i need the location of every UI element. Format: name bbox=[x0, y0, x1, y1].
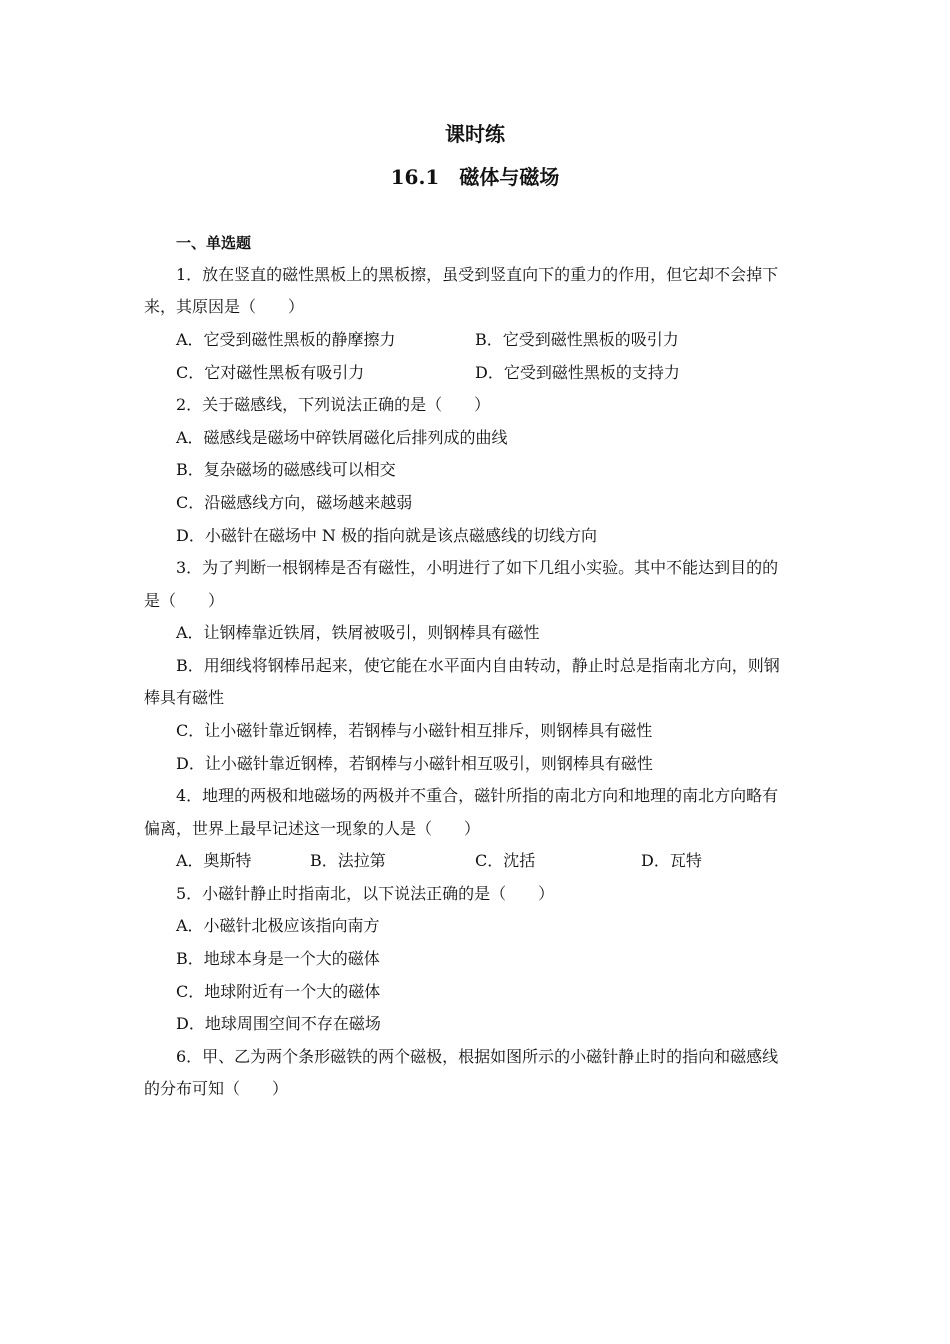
q4-option-a: A．奥斯特 bbox=[176, 851, 252, 870]
q1-stem-line1: 1．放在竖直的磁性黑板上的黑板擦，虽受到竖直向下的重力的作用，但它却不会掉下 bbox=[176, 265, 779, 284]
q5-option-c: C．地球附近有一个大的磁体 bbox=[176, 982, 381, 1001]
q2-option-d: D．小磁针在磁场中 N 极的指向就是该点磁感线的切线方向 bbox=[176, 526, 598, 545]
q5-stem: 5．小磁针静止时指南北，以下说法正确的是（ ） bbox=[176, 884, 555, 903]
q1-option-c: C．它对磁性黑板有吸引力 bbox=[176, 363, 365, 382]
q3-option-b-line2: 棒具有磁性 bbox=[144, 688, 225, 707]
q1-stem-line2: 来，其原因是（ ） bbox=[144, 297, 305, 316]
q1-option-b: B．它受到磁性黑板的吸引力 bbox=[475, 330, 679, 349]
q4-stem-line2: 偏离，世界上最早记述这一现象的人是（ ） bbox=[144, 819, 481, 838]
q5-option-a: A．小磁针北极应该指向南方 bbox=[176, 916, 380, 935]
q3-stem-line1: 3．为了判断一根钢棒是否有磁性，小明进行了如下几组小实验。其中不能达到目的的 bbox=[176, 558, 779, 577]
q6-stem-line1: 6．甲、乙为两个条形磁铁的两个磁极，根据如图所示的小磁针静止时的指向和磁感线 bbox=[176, 1047, 779, 1066]
q4-option-d: D．瓦特 bbox=[641, 851, 702, 870]
q6-stem-line2: 的分布可知（ ） bbox=[144, 1079, 289, 1098]
q3-option-c: C．让小磁针靠近钢棒，若钢棒与小磁针相互排斥，则钢棒具有磁性 bbox=[176, 721, 653, 740]
q4-stem-line1: 4．地理的两极和地磁场的两极并不重合，磁针所指的南北方向和地理的南北方向略有 bbox=[176, 786, 779, 805]
q5-option-b: B．地球本身是一个大的磁体 bbox=[176, 949, 380, 968]
q3-stem-line2: 是（ ） bbox=[144, 591, 225, 610]
q2-option-a: A．磁感线是磁场中碎铁屑磁化后排列成的曲线 bbox=[176, 428, 508, 447]
q4-option-b: B．法拉第 bbox=[310, 851, 386, 870]
q1-option-a: A．它受到磁性黑板的静摩擦力 bbox=[176, 330, 396, 349]
section-heading: 一、单选题 bbox=[176, 234, 252, 252]
page-subtitle: 16.1 磁体与磁场 bbox=[390, 165, 560, 189]
q3-option-b-line1: B．用细线将钢棒吊起来，使它能在水平面内自由转动，静止时总是指南北方向，则钢 bbox=[176, 656, 780, 675]
q2-option-b: B．复杂磁场的磁感线可以相交 bbox=[176, 460, 396, 479]
q3-option-a: A．让钢棒靠近铁屑，铁屑被吸引，则钢棒具有磁性 bbox=[176, 623, 540, 642]
q3-option-d: D．让小磁针靠近钢棒，若钢棒与小磁针相互吸引，则钢棒具有磁性 bbox=[176, 754, 653, 773]
q2-option-c: C．沿磁感线方向，磁场越来越弱 bbox=[176, 493, 413, 512]
q1-option-d: D．它受到磁性黑板的支持力 bbox=[475, 363, 680, 382]
page-title: 课时练 bbox=[445, 122, 505, 146]
q5-option-d: D．地球周围空间不存在磁场 bbox=[176, 1014, 381, 1033]
q4-option-c: C．沈括 bbox=[475, 851, 536, 870]
q2-stem: 2．关于磁感线，下列说法正确的是（ ） bbox=[176, 395, 491, 414]
